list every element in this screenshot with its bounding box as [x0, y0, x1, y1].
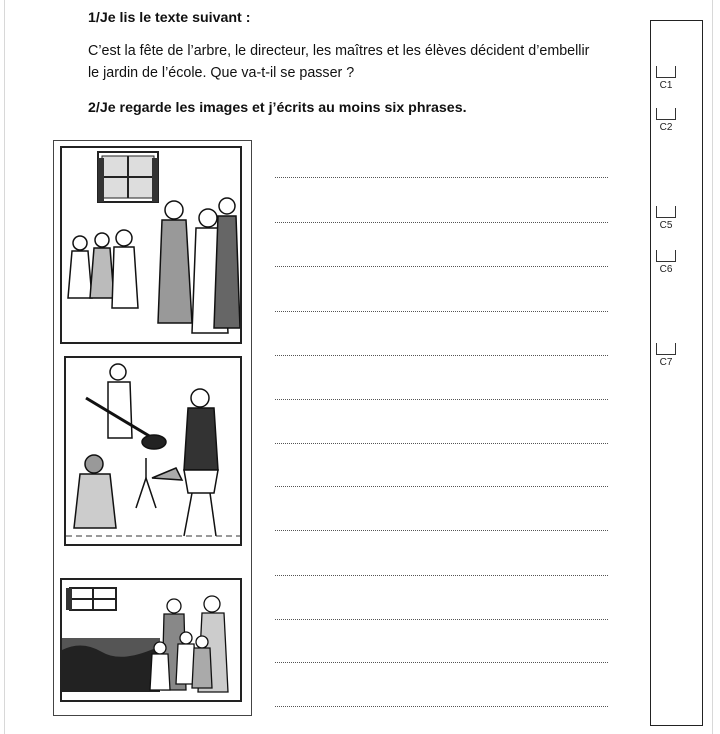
answer-line[interactable] — [275, 355, 608, 356]
exercise1-text-line1: C’est la fête de l’arbre, le directeur, les maîtres et les élèves décident d’embellir — [88, 43, 590, 59]
image-students-and-teachers — [60, 146, 242, 344]
answer-line[interactable] — [275, 399, 608, 400]
criterion-box-c6[interactable] — [656, 250, 676, 262]
answer-line[interactable] — [275, 311, 608, 312]
page-edge-left — [4, 0, 5, 734]
image-children-planting-tree — [64, 356, 242, 546]
criterion-box-c2[interactable] — [656, 108, 676, 120]
criterion-label: C6 — [659, 264, 673, 275]
criterion-label: C7 — [659, 357, 673, 368]
criterion-box-c5[interactable] — [656, 206, 676, 218]
answer-line[interactable] — [275, 706, 608, 707]
illustration-group-window — [62, 580, 240, 700]
answer-line[interactable] — [275, 575, 608, 576]
illustration-classroom-scene — [62, 148, 240, 342]
exercise1-heading: 1/Je lis le texte suivant : — [88, 10, 251, 26]
criterion-box-c7[interactable] — [656, 343, 676, 355]
answer-line[interactable] — [275, 619, 608, 620]
answer-line[interactable] — [275, 486, 608, 487]
answer-line[interactable] — [275, 222, 608, 223]
exercise2-heading: 2/Je regarde les images et j’écrits au moins six phrases. — [88, 100, 467, 116]
answer-line[interactable] — [275, 266, 608, 267]
criterion-label: C2 — [659, 122, 673, 133]
answer-line[interactable] — [275, 443, 608, 444]
exercise1-text-line2: le jardin de l’école. Que va-t-il se passer ? — [88, 65, 355, 81]
criterion-label: C5 — [659, 220, 673, 231]
answer-line[interactable] — [275, 530, 608, 531]
answer-line[interactable] — [275, 177, 608, 178]
criterion-box-c1[interactable] — [656, 66, 676, 78]
image-group-by-window — [60, 578, 242, 702]
answer-line[interactable] — [275, 662, 608, 663]
criterion-label: C1 — [659, 80, 673, 91]
page-edge-right — [712, 0, 713, 734]
illustration-planting-scene — [66, 358, 240, 544]
